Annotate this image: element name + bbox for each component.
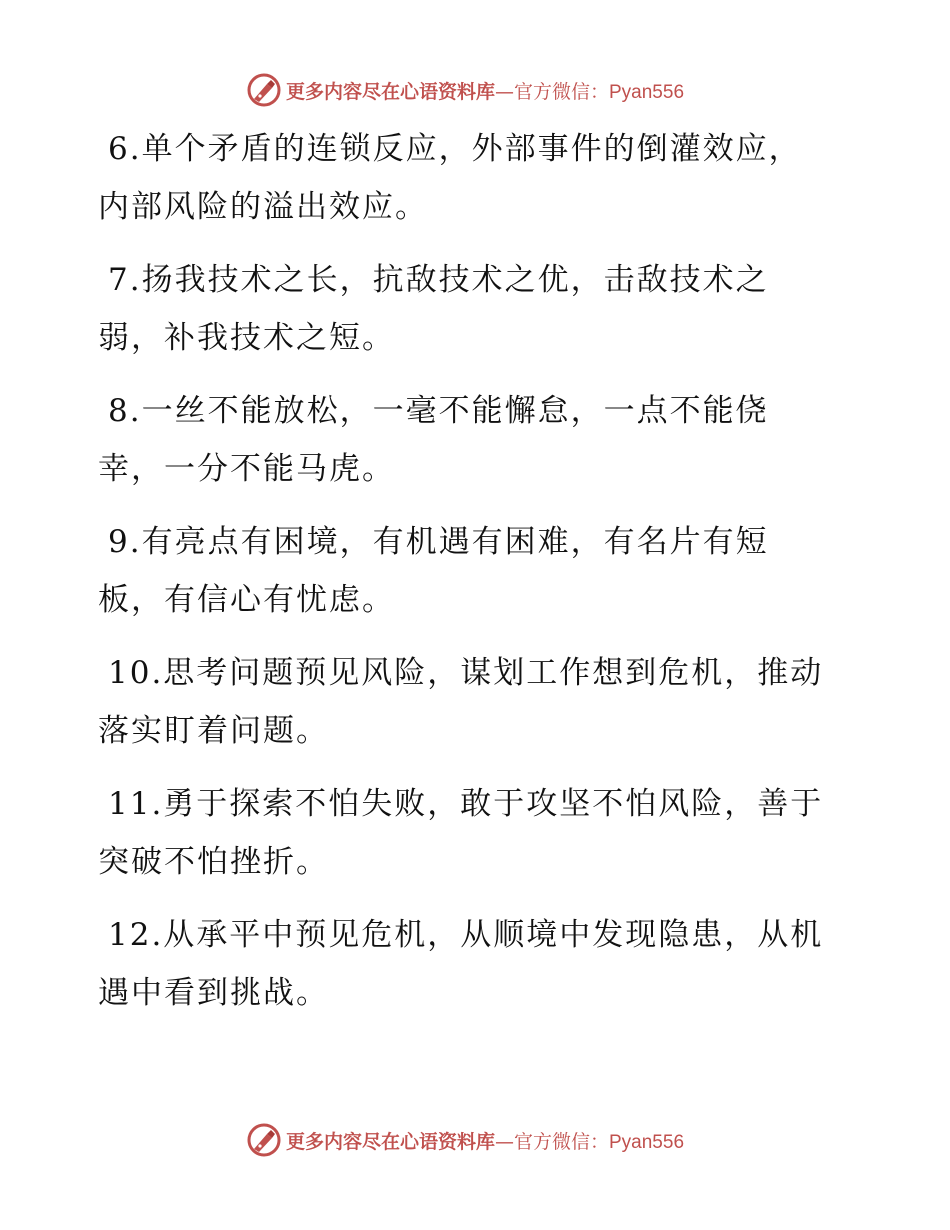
item-line: 突破不怕挫折。	[98, 844, 329, 880]
list-item	[98, 513, 858, 629]
item-line: 弱，补我技术之短。	[98, 320, 395, 356]
item-line: 8.一丝不能放松，一毫不能懈怠，一点不能侥	[108, 393, 769, 429]
item-line: 板，有信心有忧虑。	[98, 582, 395, 618]
list-item	[98, 120, 858, 236]
item-line: 内部风险的溢出效应。	[98, 189, 428, 225]
list-item	[98, 906, 858, 1022]
watermark-text: 更多内容尽在心语资料库—官方微信：Pyan556	[285, 1130, 685, 1153]
item-line: 落实盯着问题。	[98, 713, 329, 749]
list-item	[98, 382, 858, 498]
item-line: 12.从承平中预见危机，从顺境中发现隐患，从机	[108, 917, 824, 953]
pen-logo-icon	[246, 1122, 282, 1158]
list-item	[98, 251, 858, 367]
watermark-text: 更多内容尽在心语资料库—官方微信：Pyan556	[285, 80, 685, 103]
item-line: 7.扬我技术之长，抗敌技术之优，击敌技术之	[108, 262, 769, 298]
header-watermark	[0, 70, 950, 110]
list-item	[98, 775, 858, 891]
list-item	[98, 644, 858, 760]
phrase-list	[98, 120, 858, 1037]
item-line: 幸，一分不能马虎。	[98, 451, 395, 487]
item-line: 9.有亮点有困境，有机遇有困难，有名片有短	[108, 524, 769, 560]
item-line: 遇中看到挑战。	[98, 975, 329, 1011]
item-line: 11.勇于探索不怕失败，敢于攻坚不怕风险，善于	[108, 786, 824, 822]
footer-watermark	[0, 1120, 950, 1160]
item-line: 6.单个矛盾的连锁反应，外部事件的倒灌效应，	[108, 131, 802, 167]
item-line: 10.思考问题预见风险，谋划工作想到危机，推动	[108, 655, 824, 691]
pen-logo-icon	[246, 72, 282, 108]
